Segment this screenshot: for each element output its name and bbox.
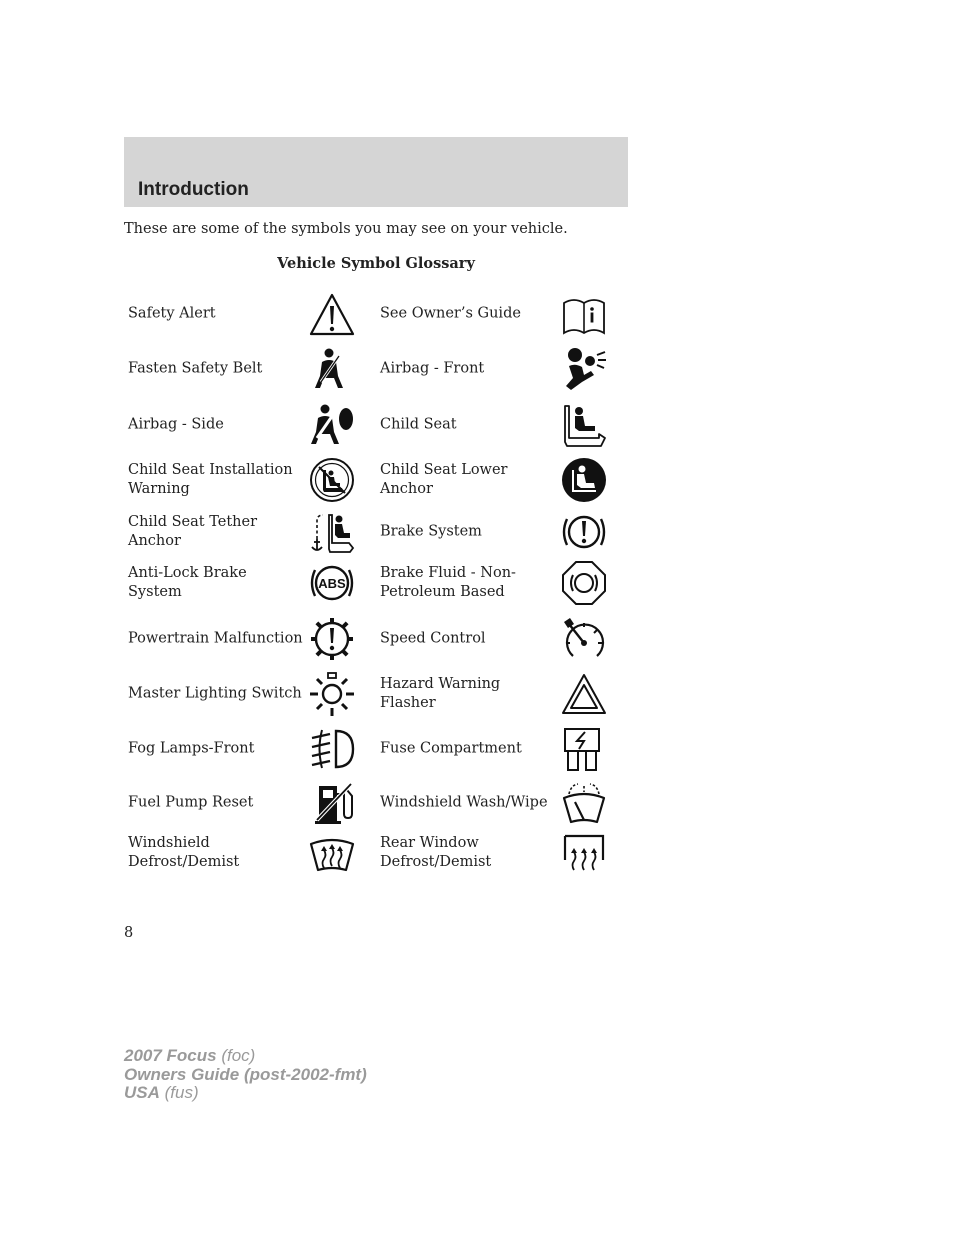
document-footer [124, 1047, 367, 1103]
symbol-label: Fuse Compartment [380, 740, 522, 757]
symbol-label: Child Seat Lower Anchor [380, 462, 508, 497]
glossary-row [0, 455, 954, 505]
child-seat-lower-anchor-icon [561, 457, 607, 503]
glossary-title: Vehicle Symbol Glossary [277, 255, 475, 272]
symbol-label: Airbag - Side [128, 416, 224, 433]
symbol-label: Safety Alert [128, 305, 216, 322]
rear-defrost-icon [561, 830, 607, 876]
brake-system-icon [561, 509, 607, 555]
intro-text: These are some of the symbols you may see on your vehicle. [124, 221, 568, 237]
symbol-label: See Owner’s Guide [380, 305, 521, 322]
footer-market-code: (fus) [159, 1083, 199, 1102]
symbol-label: Child Seat [380, 416, 457, 433]
footer-model-code: (foc) [216, 1046, 256, 1065]
glossary-row [0, 828, 954, 878]
section-header [124, 137, 628, 207]
section-title: Introduction [138, 179, 249, 200]
symbol-label: Fuel Pump Reset [128, 794, 254, 811]
fuel-pump-icon [309, 780, 355, 826]
fuse-icon [561, 726, 607, 772]
hazard-icon [561, 671, 607, 717]
windshield-defrost-icon [309, 830, 355, 876]
lighting-switch-icon [309, 671, 355, 717]
page-number: 8 [124, 925, 134, 941]
symbol-label: Rear Window Defrost/Demist [380, 835, 492, 870]
abs-icon-text: ABS [318, 576, 346, 591]
glossary-row [0, 400, 954, 450]
glossary-row [0, 778, 954, 828]
glossary-row [0, 289, 954, 339]
abs-icon [309, 560, 355, 606]
symbol-label: Airbag - Front [380, 360, 485, 377]
symbol-label: Child Seat Installation Warning [128, 462, 293, 497]
airbag-side-icon [309, 402, 355, 448]
footer-market: USA [124, 1083, 160, 1102]
child-seat-warning-icon [309, 457, 355, 503]
safety-alert-icon [309, 291, 355, 337]
fog-lamp-icon [309, 726, 355, 772]
glossary-row [0, 507, 954, 557]
symbol-label: Fasten Safety Belt [128, 360, 263, 377]
symbol-label: Brake Fluid - Non-Petroleum Based [380, 565, 516, 600]
symbol-label: Fog Lamps-Front [128, 740, 255, 757]
airbag-front-icon [561, 346, 607, 392]
owners-guide-icon [561, 291, 607, 337]
glossary-row [0, 614, 954, 664]
symbol-label: Child Seat Tether Anchor [128, 514, 257, 549]
symbol-label: Windshield Wash/Wipe [380, 794, 548, 811]
powertrain-icon [309, 616, 355, 662]
glossary-row [0, 344, 954, 394]
symbol-label: Windshield Defrost/Demist [128, 835, 240, 870]
symbol-label: Anti-Lock Brake System [128, 565, 247, 600]
symbol-label: Hazard Warning Flasher [380, 676, 501, 711]
brake-fluid-icon [561, 560, 607, 606]
child-seat-tether-icon [309, 509, 355, 555]
footer-model: 2007 Focus [124, 1046, 217, 1065]
child-seat-icon [561, 402, 607, 448]
glossary-row [0, 724, 954, 774]
symbol-label: Speed Control [380, 630, 486, 647]
symbol-label: Powertrain Malfunction [128, 630, 303, 647]
glossary-row [0, 669, 954, 719]
symbol-label: Master Lighting Switch [128, 685, 302, 702]
symbol-label: Brake System [380, 523, 482, 540]
wash-wipe-icon [561, 780, 607, 826]
glossary-row [0, 558, 954, 608]
footer-guide: Owners Guide (post-2002-fmt) [124, 1064, 367, 1084]
seat-belt-icon [309, 346, 355, 392]
speed-control-icon [561, 616, 607, 662]
